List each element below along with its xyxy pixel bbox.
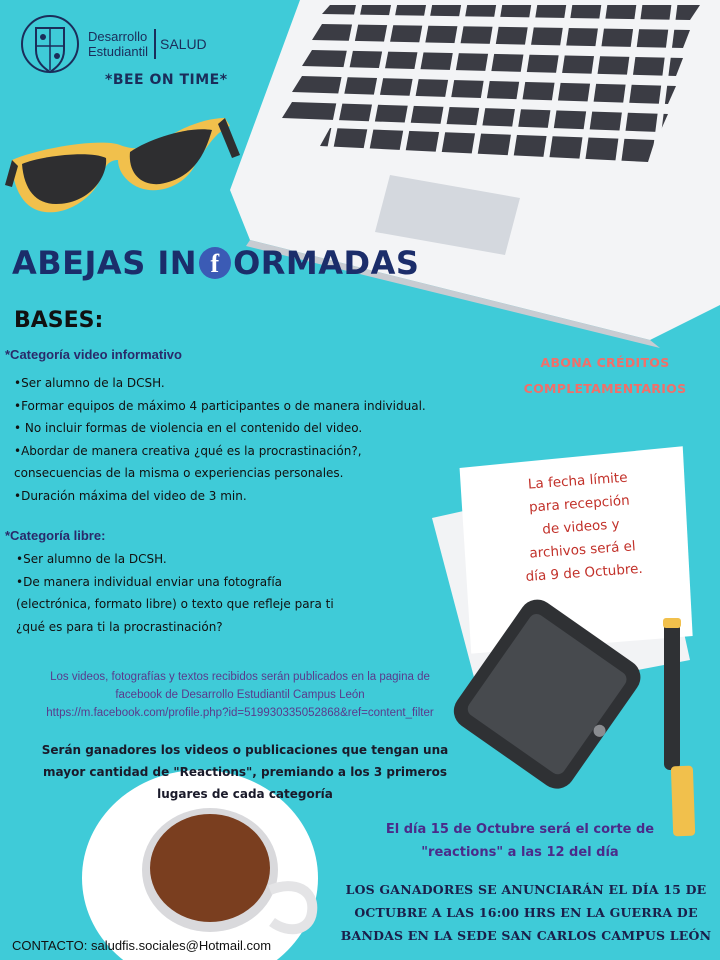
publication-line-1: Los videos, fotografías y textos recibidos serán publicados en la pagina de — [50, 671, 430, 683]
slogan: *BEE ON TIME* — [105, 72, 228, 88]
note-line: de videos y — [541, 516, 621, 538]
winners-announcement — [336, 878, 716, 947]
list-item: •Ser alumno de la DCSH. — [16, 552, 167, 566]
cutoff-line-2: "reactions" a las 12 del día — [421, 845, 619, 860]
cutoff-line-1: El día 15 de Octubre será el corte de — [385, 822, 655, 837]
list-item: consecuencias de la misma o experiencias personales. — [14, 466, 344, 480]
facebook-icon: f — [199, 247, 231, 279]
winners-line-3: lugares de cada categoría — [157, 787, 333, 801]
reactions-cutoff — [370, 818, 670, 864]
list-item: (electrónica, formato libre) o texto que refleje para ti — [16, 597, 334, 611]
credits-line-2: COMPLETAMENTARIOS — [523, 381, 687, 396]
bases-heading: BASES: — [14, 308, 104, 333]
list-item: •Formar equipos de máximo 4 participantes o de manera individual. — [14, 398, 426, 413]
list-item: •Ser alumno de la DCSH. — [14, 376, 165, 390]
winners-line-1: Serán ganadores los videos o publicaciones que tengan una — [41, 743, 449, 757]
poster-title — [12, 244, 419, 282]
note-line: La fecha límite — [527, 469, 629, 493]
winners-line-2: mayor cantidad de "Reactions", premiando a los 3 primeros — [43, 765, 447, 779]
publication-info — [20, 668, 460, 722]
title-part-2: ORMADAS — [233, 244, 420, 282]
credits-notice — [500, 350, 710, 402]
note-line: archivos será el — [528, 538, 637, 562]
university-seal-icon — [20, 10, 80, 78]
org-suffix: SALUD — [159, 35, 207, 52]
organization-name — [88, 29, 207, 59]
list-item: • No incluir formas de violencia en el contenido del video. — [14, 421, 363, 435]
laptop-illustration — [230, 0, 720, 348]
contact-email[interactable]: CONTACTO: saludfis.sociales@Hotmail.com — [12, 938, 272, 953]
credits-line-1: ABONA CRÉDITOS — [540, 355, 670, 370]
note-line: para recepción — [528, 492, 631, 516]
publication-line-2: facebook de Desarrollo Estudiantil Campus León — [115, 689, 365, 701]
note-line: día 9 de Octubre. — [525, 560, 644, 585]
list-item: •De manera individual enviar una fotografía — [16, 574, 283, 589]
title-part-1: ABEJAS IN — [12, 244, 198, 282]
deadline-note — [482, 464, 680, 592]
list-item: •Abordar de manera creativa ¿qué es la procrastinación?, — [14, 443, 362, 458]
category-free-list — [16, 548, 334, 638]
org-line-2: Estudiantil — [88, 44, 148, 59]
org-line-1: Desarrollo — [88, 29, 148, 44]
header — [20, 10, 207, 78]
announcement-line-3: BANDAS EN LA SEDE SAN CARLOS CAMPUS LEÓN — [340, 928, 712, 943]
list-item: •Duración máxima del video de 3 min. — [14, 488, 247, 503]
winners-criteria — [30, 739, 460, 805]
facebook-url-link[interactable]: https://m.facebook.com/profile.php?id=519930335052868&ref=content_filter — [46, 707, 434, 719]
pen-illustration — [663, 618, 695, 836]
announcement-line-2: OCTUBRE A LAS 16:00 HRS EN LA GUERRA DE — [354, 905, 698, 920]
category-free-heading: *Categoría libre: — [5, 528, 106, 543]
category-video-heading: *Categoría video informativo — [5, 347, 182, 362]
list-item: ¿qué es para ti la procrastinación? — [16, 619, 223, 634]
announcement-line-1: LOS GANADORES SE ANUNCIARÁN EL DÍA 15 DE — [345, 882, 707, 897]
sunglasses-illustration — [5, 118, 240, 212]
category-video-list — [14, 372, 426, 507]
